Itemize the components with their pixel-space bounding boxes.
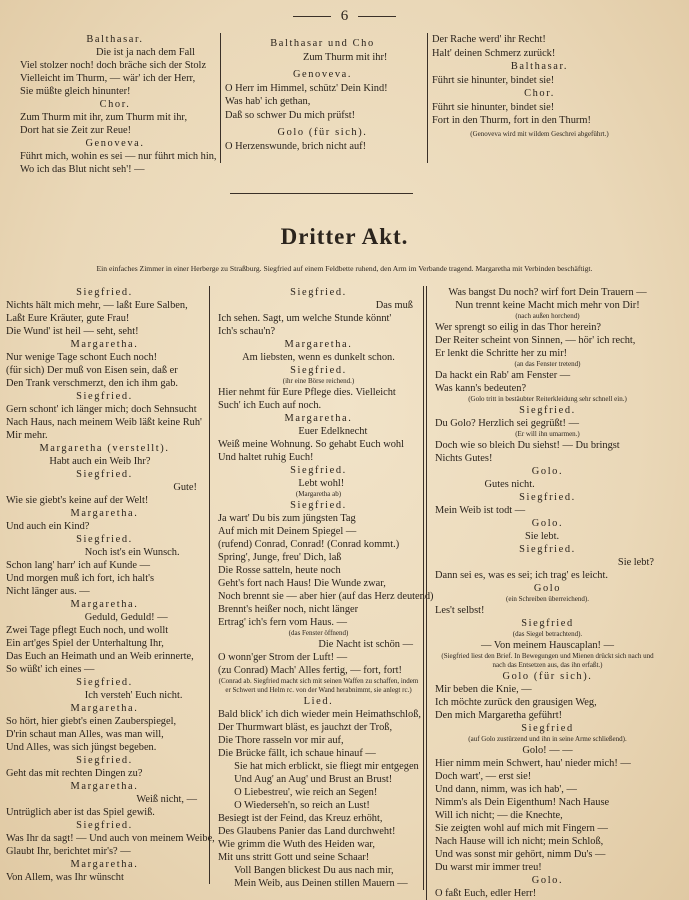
verse-line: Ja wart' Du bis zum jüngsten Tag	[218, 513, 356, 524]
speaker-name: Margaretha.	[284, 339, 353, 350]
verse-line: Gutes nicht.	[484, 479, 535, 490]
speaker-name: Margaretha.	[70, 508, 139, 519]
verse-line: O faßt Euch, edler Herr!	[435, 888, 537, 899]
verse-line: Ein art'ges Spiel der Unterhaltung Ihr,	[6, 638, 164, 649]
verse-line: Sie lebt.	[525, 531, 560, 542]
verse-line: Geduld, Geduld! —	[84, 612, 168, 623]
speaker-name: Golo (für sich).	[502, 671, 593, 682]
verse-line: Nichts hält mich mehr, — laßt Eure Salben,	[6, 300, 188, 311]
verse-line: Wo ich das Blut nicht seh'! —	[20, 164, 145, 175]
verse-line: Was kann's bedeuten?	[435, 383, 527, 394]
section-divider	[230, 193, 413, 194]
verse-line: Und morgen muß ich fort, ich halt's	[6, 573, 154, 584]
page-number-text: 6	[340, 8, 349, 24]
verse-line: Nach Hause will ich nicht; mein Schloß,	[435, 836, 604, 847]
speaker-name: Siegfried.	[290, 287, 347, 298]
stage-direction: (an das Fenster tretend)	[514, 360, 581, 368]
page-number	[0, 8, 689, 25]
verse-line: Was hab' ich gethan,	[225, 96, 311, 107]
verse-line: Vielleicht im Thurm, — wär' ich der Herr,	[20, 73, 196, 84]
verse-line: Der Thurmwart bläst, es jauchzt der Troß,	[218, 722, 393, 733]
verse-line: Voll Bangen blickest Du aus nach mir,	[234, 865, 394, 876]
stage-direction: (nach außen horchend)	[515, 312, 580, 320]
verse-line: Ich sehen. Sagt, um welche Stunde könnt'	[218, 313, 392, 324]
verse-line: Sie zeigten wohl auf mich mit Fingern —	[435, 823, 608, 834]
verse-line: So hört, hier giebt's einen Zauberspiegel,	[6, 716, 177, 727]
verse-line: Auf mich mit Deinem Spiegel —	[218, 526, 357, 537]
verse-line: Besiegt ist der Feind, das Kreuz erhöht,	[218, 813, 383, 824]
verse-line: Fort in den Thurm, fort in den Thurm!	[432, 115, 591, 126]
verse-line: (rufend) Conrad, Conrad! (Conrad kommt.)	[218, 539, 400, 550]
act-title: Dritter Akt.	[280, 224, 409, 249]
speaker-name: Siegfried.	[76, 820, 133, 831]
verse-line: Und Aug' an Aug' und Brust an Brust!	[234, 774, 393, 785]
speaker-name: Balthasar und Cho	[270, 38, 375, 49]
stage-direction: (das Fenster öffnend)	[288, 629, 349, 637]
top-column-1	[20, 33, 217, 176]
verse-line: Nun trennt keine Macht mich mehr von Dir!	[455, 300, 640, 311]
verse-line: Ich möchte zurück den grausigen Weg,	[435, 697, 597, 708]
verse-line: Gern schont' ich länger mich; doch Sehnsucht	[6, 404, 197, 415]
verse-line: Weiß meine Wohnung. So gehabt Euch wohl	[218, 439, 404, 450]
verse-line: Den Trank verschmerzt, den ich ihm gab.	[6, 378, 178, 389]
verse-line: O Herr im Himmel, schütz' Dein Kind!	[225, 82, 388, 94]
verse-line: Mir beben die Knie, —	[435, 684, 532, 695]
page-number-rule-left	[293, 16, 331, 17]
stage-direction: (ihr eine Börse reichend.)	[282, 377, 355, 385]
verse-line: Golo! — —	[522, 745, 573, 756]
stage-direction: (das Siegel betrachtend).	[512, 630, 583, 638]
verse-line: Das muß	[375, 300, 413, 311]
verse-line: Die Rosse satteln, heute noch	[218, 565, 341, 576]
verse-line: Wer sprengt so eilig in das Thor herein?	[435, 322, 602, 333]
verse-line: Hier nimm mein Schwert, hau' nieder mich! —	[435, 758, 631, 769]
verse-line: Du Golo? Herzlich sei gegrüßt! —	[435, 418, 579, 429]
speaker-name: Siegfried.	[76, 534, 133, 545]
speaker-name: Margaretha.	[284, 413, 353, 424]
speaker-name: Siegfried.	[290, 500, 347, 511]
verse-line: Mein Weib, aus Deinen stillen Mauern —	[234, 878, 408, 889]
speaker-name: Siegfried.	[290, 465, 347, 476]
speaker-name: Siegfried.	[76, 391, 133, 402]
verse-line: Lebt wohl!	[298, 478, 345, 489]
speaker-name: Golo.	[531, 875, 564, 886]
verse-line: Untrüglich aber ist das Spiel gewiß.	[6, 807, 155, 818]
speaker-name: Balthasar.	[510, 61, 569, 72]
text-column-2	[212, 286, 434, 890]
verse-line: Dann sei es, was es sei; ich trag' es leicht.	[435, 570, 608, 581]
verse-line: Und auch ein Kind?	[6, 521, 90, 532]
verse-line: Hier nehmt für Eure Pflege dies. Vielleicht	[218, 387, 396, 398]
verse-line: Noch ist's ein Wunsch.	[84, 547, 180, 558]
verse-line: Sie müßte gleich hinunter!	[20, 86, 131, 97]
verse-line: Mit uns stritt Gott und seine Schaar!	[218, 852, 370, 863]
verse-line: Das Euch an Heimath und an Weib erinnerte,	[6, 651, 194, 662]
verse-line: Brennt's heißer noch, nicht länger	[218, 604, 359, 615]
text-column-1	[6, 286, 215, 884]
verse-line: Wie grimm die Wuth des Heiden war,	[218, 839, 375, 850]
verse-line: Sie hat mich erblickt, sie fliegt mir entgegen	[234, 761, 419, 772]
verse-line: Habt auch ein Weib Ihr?	[49, 456, 151, 467]
speaker-name: Siegfried.	[76, 287, 133, 298]
verse-line: Der Reiter scheint von Sinnen, — hör' ich recht,	[435, 335, 636, 346]
speaker-name: Siegfried	[521, 618, 574, 629]
verse-line: Dort hat sie Zeit zur Reue!	[20, 125, 132, 136]
speaker-name: Siegfried.	[76, 469, 133, 480]
verse-line: O wonn'ger Strom der Luft! —	[218, 652, 348, 663]
speaker-name: Siegfried.	[519, 544, 576, 555]
speaker-name: Golo.	[531, 518, 564, 529]
verse-line: Am liebsten, wenn es dunkelt schon.	[242, 352, 395, 363]
speaker-name: Siegfried.	[519, 405, 576, 416]
verse-line: Sie lebt?	[617, 557, 654, 568]
speaker-name: Siegfried	[521, 723, 574, 734]
verse-line: Bald blick' ich dich wieder mein Heimathschloß,	[218, 709, 421, 720]
stage-direction: (Conrad ab. Siegfried macht sich mit seinen Waffen zu schaffen, indem er Schwert und Helm rc. von der Wand herabnimmt, sie anlegt rc.)	[218, 677, 419, 694]
verse-line: Nicht länger aus. —	[6, 586, 90, 597]
speaker-name: Margaretha.	[70, 781, 139, 792]
verse-line: Er lenkt die Schritte her zu mir!	[435, 348, 568, 359]
verse-line: Von Allem, was Ihr wünscht	[6, 872, 124, 883]
verse-line: Führt sie hinunter, bindet sie!	[432, 74, 555, 86]
verse-line: (für sich) Der muß von Eisen sein, daß er	[6, 365, 178, 376]
speaker-name: Margaretha.	[70, 339, 139, 350]
verse-line: Führt mich, wohin es sei — nur führt mich hin,	[20, 151, 217, 162]
verse-line: Da hackt ein Rab' am Fenster —	[435, 370, 571, 381]
verse-line: Nimm's als Dein Eigenthum! Nach Hause	[435, 797, 610, 808]
verse-line: Was Ihr da sagt! — Und auch von meinem Weibe,	[6, 833, 215, 844]
verse-line: Ich versteh' Euch nicht.	[84, 690, 183, 701]
verse-line: Gute!	[173, 482, 197, 493]
verse-line: Such' ich Euch auf noch.	[218, 400, 322, 411]
verse-line: So wüßt' ich eines —	[6, 664, 95, 675]
speaker-name: Golo	[533, 583, 562, 594]
top-column-2	[220, 33, 420, 163]
speaker-name: Margaretha.	[70, 703, 139, 714]
verse-line: Die Thore rasseln vor mir auf,	[218, 735, 344, 746]
verse-line: Nur wenige Tage schont Euch noch!	[6, 352, 158, 363]
verse-line: Doch wart', — erst sie!	[435, 771, 532, 782]
verse-line: Doch wie so bleich Du siehst! — Du bringst	[435, 440, 620, 451]
speaker-name: Chor.	[524, 88, 555, 99]
verse-line: Führt sie hinunter, bindet sie!	[432, 101, 555, 113]
verse-line: Noch brennt sie — aber hier (auf das Herz deutend)	[218, 591, 434, 602]
verse-line: Und haltet ruhig Euch!	[218, 452, 314, 463]
stage-direction: (Siegfried liest den Brief. In Bewegungen und Mienen drückt sich nach und nach das Entsetzen aus, das ihn erfaßt.)	[441, 652, 654, 669]
top-column-3	[427, 33, 647, 163]
verse-line: Und was sonst mir gehört, nimm Du's —	[435, 849, 606, 860]
verse-line: O Herzenswunde, brich nicht auf!	[225, 140, 367, 152]
verse-line: Und dann, nimm, was ich hab', —	[435, 784, 577, 795]
speaker-name: Golo.	[531, 466, 564, 477]
page-number-rule-right	[358, 16, 396, 17]
verse-line: Des Glaubens Panier das Land durchweht!	[218, 826, 396, 837]
verse-line: Die Brücke fällt, ich schaue hinauf —	[218, 748, 376, 759]
verse-line: — Von meinem Hauscaplan! —	[481, 640, 614, 651]
verse-line: Euer Edelknecht	[298, 426, 368, 437]
verse-line: Geht das mit rechten Dingen zu?	[6, 768, 143, 779]
verse-line: Daß so schwer Du mich prüfst!	[225, 109, 356, 121]
speaker-name: Genoveva.	[85, 138, 145, 149]
verse-line: Schon lang' harr' ich auf Kunde —	[6, 560, 150, 571]
verse-line: Du warst mir immer treu!	[435, 862, 542, 873]
verse-line: Mein Weib ist todt —	[435, 505, 526, 516]
verse-line: (zu Conrad) Mach' Alles fertig, — fort, fort!	[218, 665, 402, 676]
speaker-name: Lied.	[303, 696, 334, 707]
verse-line: Und Alles, was sich jüngst begeben.	[6, 742, 157, 753]
verse-line: Nach Haus, nach meinem Weib läßt keine Ruh'	[6, 417, 202, 428]
stage-direction: (ein Schreiben überreichend).	[506, 595, 589, 603]
speaker-name: Balthasar.	[86, 34, 144, 45]
verse-line: Weiß nicht, —	[136, 794, 197, 805]
verse-line: Nichts Gutes!	[435, 453, 493, 464]
speaker-name: Chor.	[99, 99, 131, 110]
verse-line: D'rin schaut man Alles, was man will,	[6, 729, 164, 740]
stage-direction: (Golo tritt in bestäubter Reiterkleidung sehr schnell ein.)	[468, 395, 627, 403]
verse-line: Will ich nicht; — die Knechte,	[435, 810, 563, 821]
speaker-name: Siegfried.	[519, 492, 576, 503]
verse-line: Ertrag' ich's fern vom Haus. —	[218, 617, 347, 628]
speaker-name: Siegfried.	[76, 677, 133, 688]
stage-direction: (Margaretha ab)	[295, 490, 342, 498]
verse-line: Glaubt Ihr, berichtet mir's? —	[6, 846, 131, 857]
stage-direction: Ein einfaches Zimmer in einer Herberge zu Straßburg. Siegfried auf einem Feldbette ruhend, den Arm im Verbande tragend. Margaretha mit Verbinden beschäftigt.	[96, 264, 593, 273]
stage-direction: (Er will ihn umarmen.)	[515, 430, 580, 438]
speaker-name: Siegfried.	[76, 755, 133, 766]
verse-line: Die ist ja nach dem Fall	[96, 47, 195, 58]
verse-line: Les't selbst!	[435, 605, 485, 616]
verse-line: Zum Thurm mit ihr, zum Thurm mit ihr,	[20, 112, 188, 123]
stage-direction: (auf Golo zustürzend und ihn in seine Arme schließend).	[468, 735, 627, 743]
verse-line: Die Wund' ist heil — seht, seht!	[6, 326, 139, 337]
verse-line: Den mich Margaretha geführt!	[435, 710, 563, 721]
speaker-name: Margaretha.	[70, 599, 139, 610]
verse-line: O Wiederseh'n, so reich an Lust!	[234, 800, 370, 811]
verse-line: Was bangst Du noch? wirf fort Dein Trauern —	[448, 287, 647, 298]
verse-line: Geht's fort nach Haus! Die Wunde zwar,	[218, 578, 386, 589]
verse-line: Wie sie giebt's keine auf der Welt!	[6, 495, 149, 506]
verse-line: Halt' deinen Schmerz zurück!	[432, 47, 556, 59]
verse-line: Mir mehr.	[6, 430, 48, 441]
verse-line: Die Nacht ist schön —	[318, 639, 413, 650]
speaker-name: Margaretha (verstellt).	[39, 443, 170, 454]
speaker-name: Genoveva.	[292, 69, 353, 80]
verse-line: Der Rache werd' ihr Recht!	[432, 34, 546, 45]
stage-direction: (Genoveva wird mit wildem Geschrei abgeführt.)	[470, 129, 609, 138]
verse-line: Laßt Eure Kräuter, gute Frau!	[6, 313, 130, 324]
speaker-name: Margaretha.	[70, 859, 139, 870]
verse-line: Ich's schau'n?	[218, 326, 276, 337]
speaker-name: Golo (für sich).	[277, 127, 368, 138]
text-column-3	[426, 286, 660, 900]
verse-line: Zwei Tage pflegt Euch noch, und wollt	[6, 625, 169, 636]
verse-line: Spring', Junge, freu' Dich, laß	[218, 552, 342, 563]
verse-line: Zum Thurm mit ihr!	[303, 51, 388, 63]
verse-line: O Liebestreu', wie reich an Segen!	[234, 787, 378, 798]
speaker-name: Siegfried.	[290, 365, 347, 376]
verse-line: Viel stolzer noch! doch bräche sich der Stolz	[20, 60, 207, 71]
